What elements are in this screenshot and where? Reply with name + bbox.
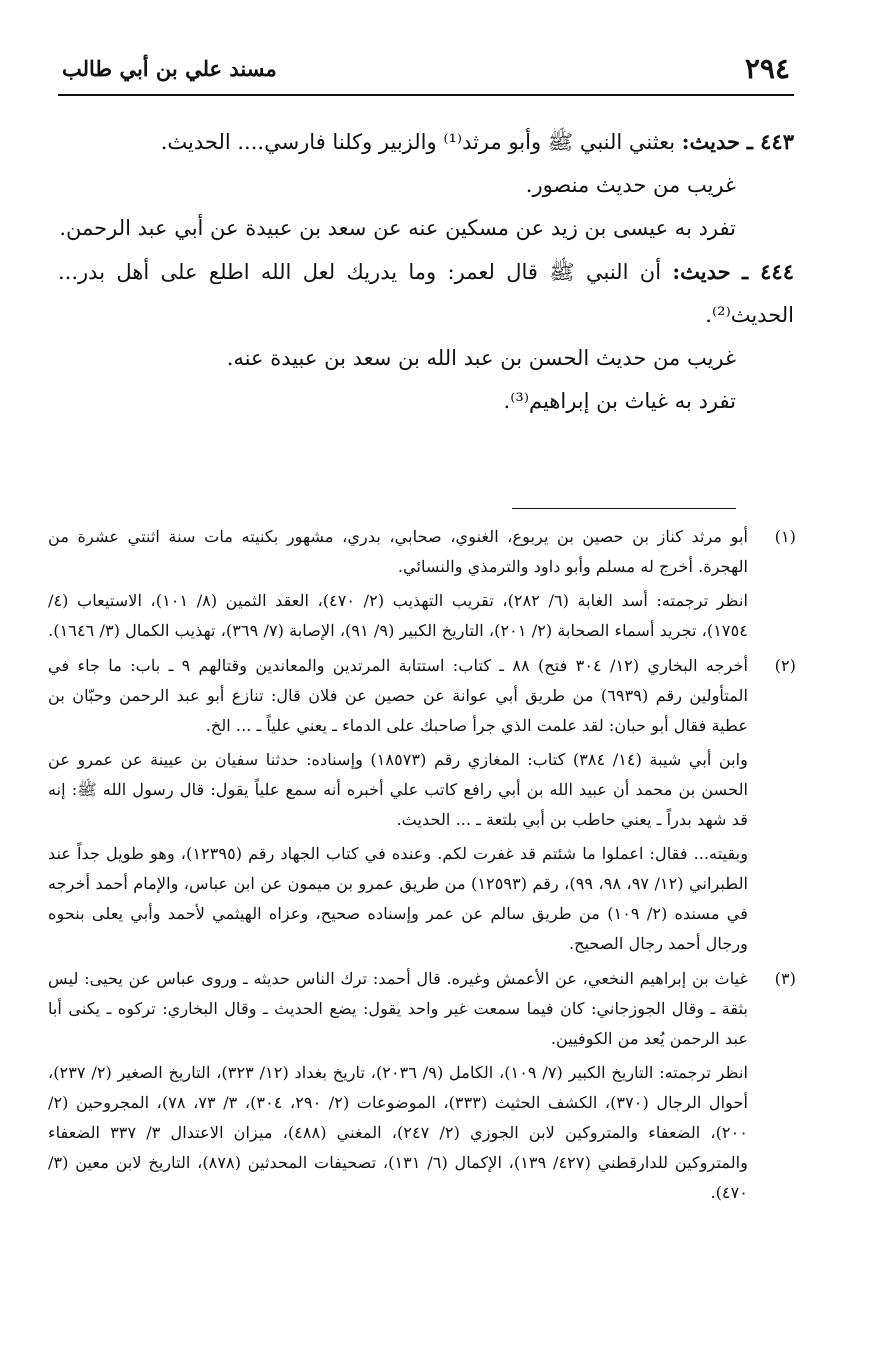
hadith-number: ٤٤٣ ـ bbox=[746, 129, 794, 154]
main-text bbox=[58, 120, 794, 423]
commentary-line: تفرد به عيسى بن زيد عن مسكين عنه عن سعد بن عبيدة عن أبي عبد الرحمن. bbox=[59, 216, 736, 240]
hadith-text: أن النبي ﷺ قال لعمر: وما يدريك لعل الله اطلع على أهل بدر... الحديث⁽²⁾. bbox=[58, 260, 794, 327]
footnote-marker: (٢) bbox=[774, 656, 796, 675]
hadith-number: ٤٤٤ ـ bbox=[741, 259, 794, 284]
commentary-line: غريب من حديث منصور. bbox=[525, 173, 736, 197]
footnote-paragraph: أخرجه البخاري (١٢/ ٣٠٤ فتح) ٨٨ ـ كتاب: استتابة المرتدين والمعاندين وقتالهم ٩ ـ باب: ما جاء في المتأولين رقم (٦٩٣٩) من طريق أبي عوانة عن حصين عن فلان قال: تنازع أبو عبد الرحمن وحبّان بن عطية فقال أبو حبان: لقد علمت الذي جرأ صاحبك على الدماء ـ يعني علياً ـ ... الخ. bbox=[48, 656, 748, 735]
commentary-line: تفرد به غياث بن إبراهيم⁽³⁾. bbox=[503, 389, 736, 413]
commentary-line: غريب من حديث الحسن بن عبد الله بن سعد بن عبيدة عنه. bbox=[226, 346, 736, 370]
footnote-paragraph: وابن أبي شيبة (١٤/ ٣٨٤) كتاب: المغازي رقم (١٨٥٧٣) وإسناده: حدثنا سفيان بن عيينة عن عمرو عن الحسن بن محمد أن عبيد الله بن أبي رافع كاتب علي أخبره أنه سمع علياً يقول: قال رسول الله ﷺ: إنه قد شهد بدراً ـ يعني حاطب بن أبي بلتعة ـ ... الحديث. bbox=[48, 750, 749, 829]
footnote-paragraph: انظر ترجمته: التاريخ الكبير (٧/ ١٠٩)، الكامل (٩/ ٢٠٣٦)، تاريخ بغداد (١٢/ ٣٢٣)، التاريخ الصغير (٢/ ٢٣٧)، أحوال الرجال (٣٧٠)، الكشف الحثيث (٣٣٣)، الموضوعات (٢/ ٢٩٠، ٣٠٤)، ٣/ ٧٣، ٧٨)، المجروحين (٢/ ٢٠٠)، الضعفاء والمتروكين لابن الجوزي (٢/ ٢٤٧)، المغني (٤٨٨)، ميزان الاعتدال ٣/ ٣٣٧ الضعفاء والمتروكين للدارقطني (٤٢٧/ ١٣٩)، الإكمال (٦/ ١٣١)، تصحيفات المحدثين (٨٧٨)، التاريخ لابن معين (٣/ ٤٧٠). bbox=[48, 1063, 748, 1202]
footnote-3 bbox=[48, 964, 796, 1208]
footnote-marker: (١) bbox=[774, 527, 796, 546]
footnote-paragraph: وبقيته... فقال: اعملوا ما شئتم قد غفرت لكم. وعنده في كتاب الجهاد رقم (١٢٣٩٥)، وهو طويل جداً عند الطبراني (١٢/ ٩٧، ٩٨، ٩٩)، رقم (١٢٥٩٣) من طريق عمرو بن ميمون عن ابن عباس، والإمام أحمد أخرجه في مسنده (٢/ ١٠٩) من طريق سالم عن عمر وإسناده صحيح، وعزاه الهيثمي لأحمد وأبي يعلى بنحوه ورجال أحمد رجال الصحيح. bbox=[48, 844, 749, 953]
hadith-keyword: حديث: bbox=[672, 259, 731, 284]
hadith-443 bbox=[58, 120, 794, 164]
hadith-444 bbox=[58, 250, 794, 337]
footnote-marker: (٣) bbox=[774, 969, 796, 988]
footnote-paragraph: أبو مرثد كناز بن حصين بن يربوع، الغنوي، صحابي، بدري، مشهور بكنيته مات سنة اثنتي عشرة من الهجرة. أخرج له مسلم وأبو داود والترمذي والنسائي. bbox=[48, 527, 748, 576]
hadith-keyword: حديث: bbox=[681, 129, 740, 154]
footnote-paragraph: انظر ترجمته: أسد الغابة (٦/ ٢٨٢)، تقريب التهذيب (٢/ ٤٧٠)، العقد الثمين (٨/ ١٠١)، الاستيعاب (٤/ ١٧٥٤)، تجريد أسماء الصحابة (٢/ ٢٠١)، التاريخ الكبير (٩/ ٩١)، الإصابة (٧/ ٣٦٩)، تهذيب الكمال (٣/ ١٦٤٦). bbox=[48, 591, 748, 640]
footnote-paragraph: غياث بن إبراهيم النخعي، عن الأعمش وغيره. قال أحمد: ترك الناس حديثه ـ وروى عباس عن يحيى: ليس بثقة ـ وقال الجوزجاني: كان فيما سمعت غير واحد يقول: يضع الحديث ـ وقال البخاري: تركوه ـ يكنى أبا عبد الرحمن يُعد من الكوفيين. bbox=[48, 969, 748, 1048]
footnotes bbox=[48, 522, 796, 1213]
running-title: مسند علي بن أبي طالب bbox=[62, 56, 277, 81]
footnote-2 bbox=[48, 651, 796, 959]
page-number: ٢٩٤ bbox=[744, 52, 790, 85]
hadith-text: بعثني النبي ﷺ وأبو مرثد⁽¹⁾ والزبير وكلنا فارسي.... الحديث. bbox=[160, 130, 676, 154]
footnote-1 bbox=[48, 522, 796, 646]
page-header bbox=[58, 50, 794, 96]
footnote-divider bbox=[512, 508, 736, 509]
